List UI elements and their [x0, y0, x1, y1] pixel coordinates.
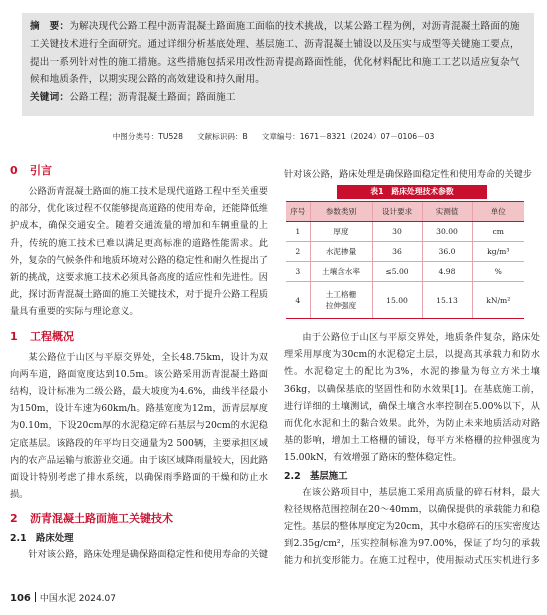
table-number: 表1	[370, 187, 384, 196]
page-number: 106	[10, 593, 31, 604]
table-cell: 1	[286, 222, 310, 242]
table-header-cell: 参数类别	[310, 202, 372, 222]
table-header-cell: 单位	[472, 202, 524, 222]
table-row	[286, 282, 524, 319]
subgrade-paragraph-continued	[284, 166, 540, 183]
section-title: 沥青混凝土路面施工关键技术	[30, 512, 173, 526]
table-row	[286, 242, 524, 262]
section-number: 1	[10, 329, 18, 343]
table-header-cell: 序号	[286, 202, 310, 222]
classification-line	[0, 131, 547, 142]
section-number: 2	[10, 512, 18, 526]
table-header-row	[286, 202, 524, 222]
table-cell: 土壤含水率	[310, 262, 372, 282]
journal-issue: 2024.07	[78, 594, 116, 604]
subsection-number: 2.2	[284, 470, 301, 482]
table-cell: 水泥掺量	[310, 242, 372, 262]
table-cell: 4	[286, 282, 310, 319]
project-overview-paragraph: 某公路位于山区与平原交界处，全长48.75km，设计为双向两车道，路面宽度达到10.5m。该公路采用沥青混凝土路面结构，设计标准为二级公路，最大坡度为4.6%，曲线半径最小为150m，设计车速为60km/h。路基宽度为12m，沥青层厚度为0.10m，下设20cm厚的水泥稳定碎石基层与20cm的水泥稳定底基层。该路段的年平均日交通量为2 500辆，主要承担区域内的农产品运输与旅游业交通。由于该区域降雨量较大，因此路面设计特别考虑了排水系统，以确保雨季路面的干燥和防止水损。	[10, 351, 268, 501]
document-code: 文献标识码：B	[196, 132, 248, 141]
subsection-title: 基层施工	[310, 470, 348, 482]
keywords-line	[30, 89, 526, 107]
section-1-heading	[10, 327, 268, 347]
table-cell: kg/m³	[472, 242, 524, 262]
table-row	[286, 222, 524, 242]
subsection-2-1-heading	[10, 531, 268, 546]
abstract-box	[22, 13, 534, 116]
table-cell: 3	[286, 262, 310, 282]
journal-name: 中国水泥	[39, 594, 76, 604]
article-number: 文章编号：1671－8321（2024）07－0106－03	[261, 132, 435, 141]
section-title: 引言	[30, 164, 52, 177]
subsection-title: 路床处理	[36, 533, 74, 545]
footer-divider	[35, 592, 36, 602]
subgrade-detail-paragraph: 由于公路位于山区与平原交界处，地质条件复杂，路床处理采用厚度为30cm的水泥稳定土层，以提高其承载力和防水性。水泥稳定土的配比为3%，水泥的掺量为每立方米土壤36kg，以确保基底的坚固性和防水效果[1]。在基底施工前，进行详细的土壤测试，确保土壤含水率控制在5.00%以下，从而优化水泥和土的黏合效果。此外，为防止未来地质活动对路基的影响，增加土工格栅的铺设，每平方米格栅的拉伸强度为15.00kN，有效增强了路床的整体稳定性。	[284, 332, 540, 464]
abstract-text: 为解决现代公路工程中沥青混凝土路面施工面临的技术挑战，以某公路工程为例，对沥青混凝土路面的施工关键技术进行全面研究。通过详细分析基底处理、基层施工、沥青混凝土铺设以及压实与成型等关键施工要点，提出一系列针对性的施工措施。这些措施包括采用改性沥青提高路面性能，优化材料配比和施工工艺以适应复杂气候和地质条件，以期实现公路的高效建设和持久耐用。	[30, 21, 520, 86]
subgrade-paragraph-start: 针对该公路，路床处理是确保路面稳定性和使用寿命的关键	[28, 549, 268, 561]
table-header-cell: 设计要求	[372, 202, 422, 222]
keywords-label: 关键词：	[30, 92, 70, 104]
subsection-number: 2.1	[10, 533, 27, 545]
base-course-paragraph: 在该公路项目中，基层施工采用高质量的碎石材料，最大粒径规格范围控制在20～40mm，以确保提供的承载能力和稳定性。基层的整体厚度定为20cm，其中水稳碎石的压实密度达到2.35g/cm²，压实控制标准为97.00%，保证了均匀的承载能力和抗变形能力。在施工过程中，使用振动式压实机进行多	[284, 486, 540, 567]
table-cell: 36	[372, 242, 422, 262]
abstract-label: 摘 要：	[30, 21, 70, 32]
table-1-title	[337, 185, 487, 199]
page-footer	[10, 589, 537, 609]
subsection-2-2-heading	[284, 469, 540, 484]
table-cell: %	[472, 262, 524, 282]
table-row	[286, 262, 524, 282]
table-cell: 36.0	[422, 242, 472, 262]
intro-paragraph: 公路沥青混凝土路面的施工技术是现代道路工程中至关重要的部分，优化该过程不仅能够提高道路的使用寿命，还能降低维护成本，确保交通安全。随着交通流量的增加和车辆重量的上升，传统的施工技术已难以满足更高标准的道路性能需求。此外，复杂的气候条件和地质环境对公路的稳定性和耐久性提出了新的挑战，这要求施工技术必须具备高度的适应性和先进性。因此，探讨沥青混凝土路面的施工关键技术，对于提升公路工程质量具有重要的实际与理论意义。	[10, 186, 268, 318]
table-cell: ≤5.00	[372, 262, 422, 282]
section-title: 工程概况	[30, 329, 74, 343]
table-cell: 2	[286, 242, 310, 262]
subgrade-paragraph-tail: 针对该公路，路床处理是确保路面稳定性和使用寿命的关键步	[284, 169, 533, 180]
table-cell: 15.00	[372, 282, 422, 319]
table-cell: 15.13	[422, 282, 472, 319]
table-cell: cm	[472, 222, 524, 242]
clc-number: 中图分类号：TU528	[112, 132, 183, 141]
table-title-text: 路床处理技术参数	[391, 187, 454, 196]
table-cell: 4.98	[422, 262, 472, 282]
table-cell: 厚度	[310, 222, 372, 242]
right-column	[284, 166, 540, 570]
section-0-heading	[10, 161, 268, 181]
section-2-heading	[10, 509, 268, 529]
section-number: 0	[10, 164, 18, 177]
table-cell: 土工格栅 拉伸强度	[310, 282, 372, 319]
table-cell: kN/m²	[472, 282, 524, 319]
table-header-cell: 实测值	[422, 202, 472, 222]
table-cell: 30.00	[422, 222, 472, 242]
keywords-text: 公路工程；沥青混凝土路面；路面施工	[69, 92, 236, 104]
table-1	[286, 201, 524, 319]
table-cell: 30	[372, 222, 422, 242]
left-column	[10, 158, 268, 563]
abstract-paragraph	[30, 18, 526, 89]
